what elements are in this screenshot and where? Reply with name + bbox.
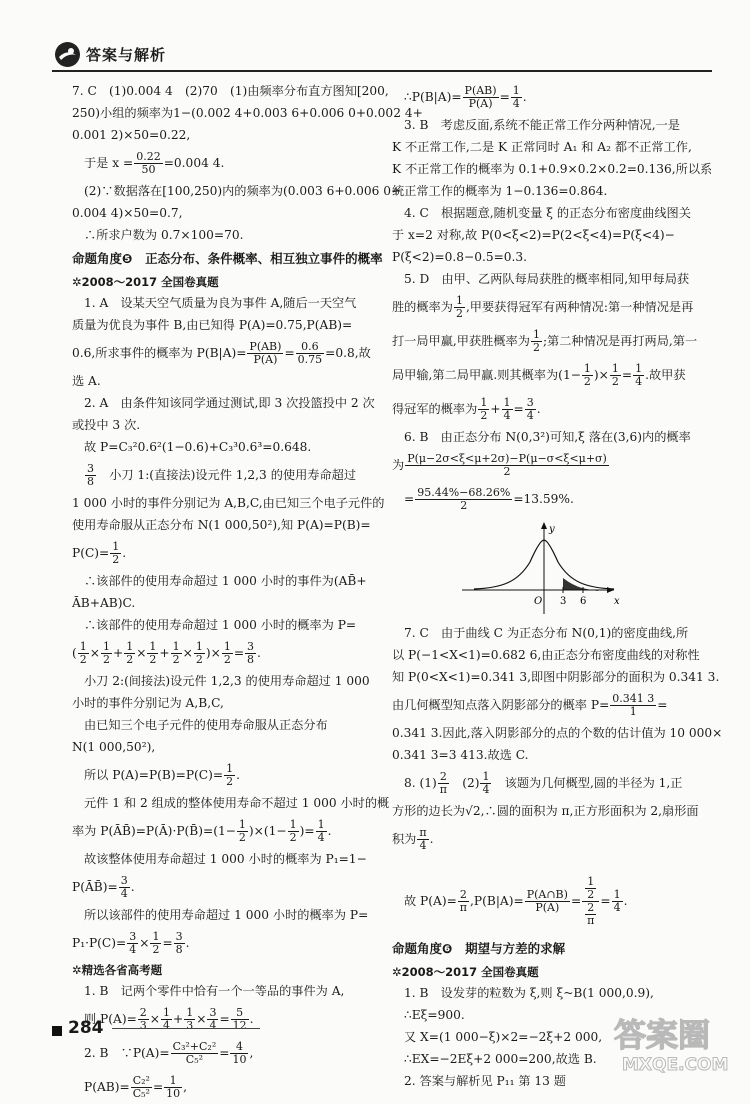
q7-line: 0.004 4)×50=0.7, <box>72 206 183 220</box>
a3-line: 使用寿命服从正态分布 N(1 000,50²),知 P(A)=P(B)= <box>72 518 371 532</box>
e-line: 又 X=(1 000−ξ)×2=−2ξ+2 000, <box>404 1030 603 1044</box>
r6-line: 6. B 由正态分布 N(0,3²)可知,ξ 落在(3,6)内的概率 <box>404 430 691 444</box>
page-number: 284 <box>68 1018 104 1038</box>
a3-line: 元件 1 和 2 组成的整体使用寿命不超过 1 000 小时的概 <box>84 796 390 810</box>
a3-line: 小时的事件分别记为 A,B,C, <box>72 696 224 710</box>
a2-line: 2. A 由条件知该同学通过测试,即 3 次投篮投中 2 次 <box>84 396 375 410</box>
r8-line: 积为 $\frac{\pi}{4}$ . <box>392 826 434 852</box>
r7-line: 0.341 3=3 413.故选 C. <box>392 748 529 762</box>
r7-line: 由几何概型知点落入阴影部分的概率 P= $\frac{0.341 3}{1}$ = <box>392 692 668 718</box>
a3-line: P₁·P(C)= $\frac{3}{4}$ × $\frac{1}{2}$ = $\frac{3}{8}$ . <box>72 930 190 956</box>
a3-line: ( $\frac{1}{2}$ × $\frac{1}{2}$ + $\frac{1}{2}$ × $\frac{1}{2}$ + $\frac{1}{2}$ × $\frac{1}{2}$ )× $\frac{1}{2}$ = $\frac{3}{8}$ . <box>72 640 261 666</box>
footer-rule <box>112 1028 260 1029</box>
q7-line: 250)小组的频率为1−(0.002 4+0.003 6+0.006 0+0.002 4+ <box>72 106 423 120</box>
page-header <box>52 38 712 72</box>
watermark-logo <box>608 1010 748 1076</box>
r3-line: 统正常工作的概率为 1−0.136=0.864. <box>392 184 608 198</box>
r5-line: 局甲输,第二局甲赢.则其概率为(1− $\frac{1}{2}$ )× $\frac{1}{2}$ = $\frac{1}{4}$ .故甲获 <box>392 362 686 388</box>
b1-line: 1. B 记两个零件中恰有一个一等品的事件为 A, <box>84 984 345 998</box>
a3-line: ∴该部件的使用寿命超过 1 000 小时的事件为(AB̄+ <box>84 574 367 588</box>
header-rule <box>52 70 712 72</box>
watermark-url: MXQE.COM <box>622 1055 729 1075</box>
q7-line: 于是 x = $\frac{0.22}{50}$ =0.004 4. <box>84 150 225 176</box>
q7-line: 0.001 2)×50=0.22, <box>72 128 191 142</box>
subsection-heading: ✲2008～2017 全国卷真题 <box>72 275 219 289</box>
a3-line: 由已知三个电子元件的使用寿命服从正态分布 <box>84 718 328 732</box>
r4-line: P(ξ<2)=0.8−0.5=0.3. <box>392 250 528 264</box>
a3-line: ĀB+AB)C. <box>72 596 136 610</box>
square-bullet-icon <box>52 1026 62 1036</box>
section-heading: 命题角度❺ 正态分布、条件概率、相互独立事件的概率 <box>72 251 383 266</box>
normal-curve-figure <box>392 516 712 622</box>
section-heading: 命题角度❻ 期望与方差的求解 <box>392 941 566 956</box>
origin-label: O <box>534 596 543 607</box>
a3-line: 率为 P(ĀB̄)=P(Ā)·P(B̄)=(1− $\frac{1}{2}$ )×(1− $\frac{1}{2}$ )= $\frac{1}{4}$ . <box>72 818 332 844</box>
a3-line: 1 000 小时的事件分别记为 A,B,C,由已知三个电子元件的 <box>72 496 385 510</box>
r6-line: 为 $\frac{P(\mu-2\sigma<\xi<\mu+2\sigma)-P(\mu-\sigma<\xi<\mu+\sigma)}{2}$ <box>392 452 607 478</box>
b2-line: 2. B ∵P(A)= $\frac{\text{C₃²+C₂²}}{\text{C₅²}}$ = $\frac{4}{10}$ , <box>84 1040 254 1066</box>
r6-line: = $\frac{95.44\%-68.26\%}{2}$ =13.59%. <box>404 486 574 512</box>
r8-result-block <box>392 856 712 936</box>
normal-curve-graph <box>392 516 712 622</box>
r7-line: 知 P(0<X<1)=0.341 3,即图中阴影部分的面积为 0.341 3. <box>392 670 720 684</box>
a3-line: 所以该部件的使用寿命超过 1 000 小时的概率为 P= <box>84 908 369 922</box>
a3-line: N(1 000,50²), <box>72 740 156 754</box>
a1-line: 质量为优良为事件 B,由已知得 P(A)=0.75,P(AB)= <box>72 318 353 332</box>
r0-line: ∴P(B|A)= $\frac{P(AB)}{P(A)}$ = $\frac{1}{4}$ . <box>404 84 527 110</box>
r3-line: 3. B 考虑反面,系统不能正常工作分两种情况,一是 <box>404 118 680 132</box>
e-line: 1. B 设发芽的粒数为 ξ,则 ξ~B(1 000,0.9), <box>404 986 654 1000</box>
r4-line: 4. C 根据题意,随机变量 ξ 的正态分布密度曲线图关 <box>404 206 691 220</box>
a3-line: P(C)= $\frac{1}{2}$ . <box>72 540 127 566</box>
tick-label-3: 3 <box>560 596 567 607</box>
a1-line: 0.6,所求事件的概率为 P(B|A)= $\frac{P(AB)}{P(A)}$ = $\frac{0.6}{0.75}$ =0.8,故 <box>72 340 371 366</box>
a3-line: $\frac{3}{8}$ 小刀 1:(直接法)设元件 1,2,3 的使用寿命超过 <box>87 462 357 488</box>
fraction: $\frac{0.22}{50}$ <box>136 150 161 176</box>
r5-line: 打一局甲赢,甲获胜概率为 $\frac{1}{2}$ ;第二种情况是再打两局,第一 <box>392 328 698 354</box>
e-line: ∴Eξ=900. <box>404 1008 465 1022</box>
r5-line: 胜的概率为 $\frac{1}{2}$ ,甲要获得冠军有两种情况:第一种情况是再 <box>392 294 694 320</box>
a3-line: 小刀 2:(间接法)设元件 1,2,3 的使用寿命超过 1 000 <box>84 674 370 688</box>
r7-line: 7. C 由于曲线 C 为正态分布 N(0,1)的密度曲线,所 <box>404 626 689 640</box>
fraction: $\frac{3}{8}$ <box>87 462 94 488</box>
r7-line: 以 P(−1<X<1)=0.682 6,由正态分布密度曲线的对称性 <box>392 648 700 662</box>
right-column <box>392 80 723 1092</box>
subsection-heading: ✲2008～2017 全国卷真题 <box>392 965 539 979</box>
a3-line: P(ĀB̄)= $\frac{3}{4}$ . <box>72 874 135 900</box>
a3-line: 故该整体使用寿命超过 1 000 小时的概率为 P₁=1− <box>84 852 367 866</box>
subsection-heading: ✲精选各省高考题 <box>72 963 163 977</box>
fraction: $\frac{1}{2}$ <box>112 540 120 566</box>
r5-line: 得冠军的概率为 $\frac{1}{2}$ + $\frac{1}{4}$ = $\frac{3}{4}$ . <box>392 396 541 422</box>
fraction: $\frac{0.6}{0.75}$ <box>297 340 323 366</box>
e-line: ∴EX=−2Eξ+2 000=200,故选 B. <box>404 1052 597 1066</box>
book-logo-icon <box>54 41 81 68</box>
r7-line: 0.341 3.因此,落入阴影部分的点的个数的估计值为 10 000× <box>392 726 723 740</box>
b2-line: P(AB)= $\frac{\text{C₂²}}{\text{C₅²}}$ = $\frac{1}{10}$ , <box>84 1074 188 1100</box>
y-axis-arrow-icon <box>541 522 547 529</box>
a2-line: 故 P=C₃²0.6²(1−0.6)+C₃³0.6³=0.648. <box>84 440 312 454</box>
a3-line: 所以 P(A)=P(B)=P(C)= $\frac{1}{2}$ . <box>84 762 240 788</box>
x-axis-arrow-icon <box>607 587 614 593</box>
r3-line: K 不正常工作,二是 K 正常同时 A₁ 和 A₂ 都不正常工作, <box>392 140 692 154</box>
fraction: $\frac{P(AB)}{P(A)}$ <box>249 340 282 366</box>
q7-line: 7. C (1)0.004 4 (2)70 (1)由频率分布直方图知[200, <box>72 84 389 98</box>
x-axis-label: x <box>614 596 620 607</box>
a2-line: 或投中 3 次. <box>72 418 141 432</box>
r5-line: 5. D 由甲、乙两队每局获胜的概率相同,知甲每局获 <box>404 272 690 286</box>
q7-line: (2)∵数据落在[100,250)内的频率为(0.003 6+0.006 0+ <box>84 184 402 198</box>
shaded-region <box>563 578 598 591</box>
watermark-text: 答案圈 <box>614 1016 711 1054</box>
a3-line: ∴该部件的使用寿命超过 1 000 小时的概率为 P= <box>84 618 357 632</box>
e-line: 2. 答案与解析见 P₁₁ 第 13 题 <box>404 1074 566 1088</box>
b1-line: 则 P(A)= $\frac{2}{3}$ × $\frac{1}{4}$ + $\frac{1}{3}$ × $\frac{3}{4}$ = $\frac{5}{12}$ . <box>84 1006 254 1032</box>
r3-line: K 不正常工作的概率为 0.1+0.9×0.2×0.2=0.136,所以系 <box>392 162 713 176</box>
page-title: 答案与解析 <box>86 46 167 64</box>
a1-line: 选 A. <box>72 374 101 388</box>
r8-line: 故 P(A)= $\frac{2}{\pi}$ ,P(B|A)= $\frac{P(A\cap B)}{P(A)}$ = $\frac{\frac{1}{2}}{\frac{2}{\pi}}$ = $\frac{1}{4}$ . <box>404 875 628 927</box>
r4-line: 于 x=2 对称,故 P(0<ξ<2)=P(2<ξ<4)=P(ξ<4)− <box>392 228 675 242</box>
compound-fraction: $\frac{\frac{1}{2}}{\frac{2}{\pi}}$ <box>582 876 599 927</box>
tick-label-6: 6 <box>580 596 587 607</box>
r8-line: 方形的边长为√2,∴圆的面积为 π,正方形面积为 2,扇形面 <box>392 804 699 818</box>
y-axis-label: y <box>549 524 555 535</box>
a1-line: 1. A 设某天空气质量为良为事件 A,随后一天空气 <box>84 296 357 310</box>
r8-line: 8. (1) $\frac{2}{\pi}$ (2) $\frac{1}{4}$ 该题为几何概型,圆的半径为 1,正 <box>404 770 683 796</box>
q7-line: ∴所求户数为 0.7×100=70. <box>84 228 244 242</box>
